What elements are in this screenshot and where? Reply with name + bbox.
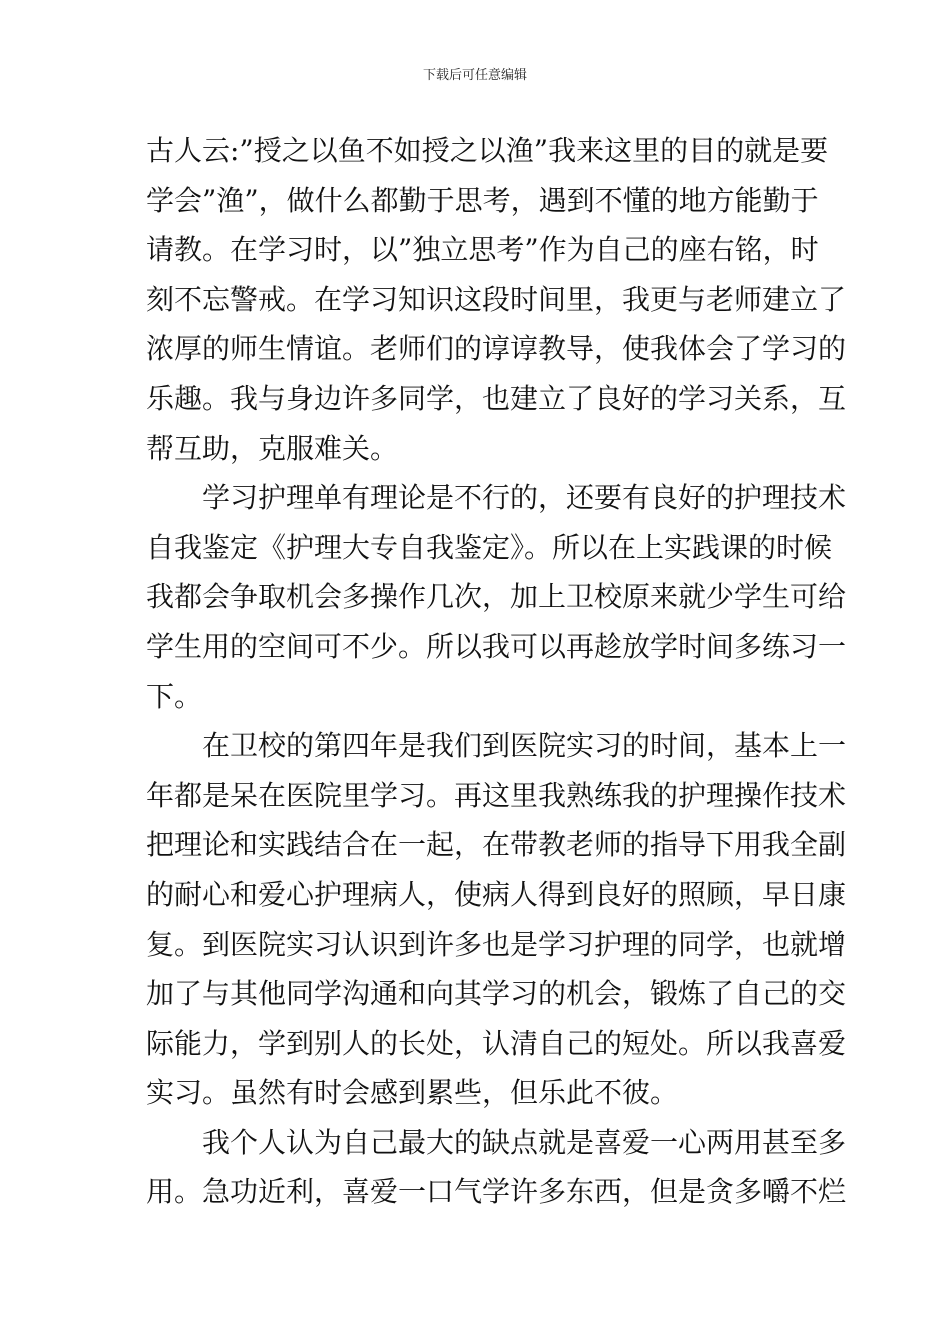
paragraph [146, 1118, 847, 1217]
text-line: 自我鉴定《护理大专自我鉴定》。所以在上实践课的时候 [146, 530, 833, 564]
text-line: 实习。虽然有时会感到累些，但乐此不彼。 [146, 1076, 679, 1110]
text-line: 浓厚的师生情谊。老师们的谆谆教导，使我体会了学习的 [146, 332, 847, 366]
text-line: 请教。在学习时，以”独立思考”作为自己的座右铭，时 [146, 233, 819, 267]
text-line: 用。急功近利，喜爱一口气学许多东西，但是贪多嚼不烂 [146, 1175, 847, 1209]
text-line: 乐趣。我与身边许多同学，也建立了良好的学习关系，互 [146, 381, 847, 415]
text-line: 的耐心和爱心护理病人，使病人得到良好的照顾，早日康 [146, 877, 847, 911]
text-line: 年都是呆在医院里学习。再这里我熟练我的护理操作技术 [146, 778, 847, 812]
text-line: 际能力，学到别人的长处，认清自己的短处。所以我喜爱 [146, 1026, 847, 1060]
page-header: 下载后可任意编辑 [422, 68, 527, 83]
paragraph [146, 473, 847, 721]
text-line: 帮互助，克服难关。 [146, 431, 399, 465]
text-line: 我都会争取机会多操作几次，加上卫校原来就少学生可给 [146, 580, 847, 614]
document-body [146, 126, 847, 1217]
text-line: 古人云:”授之以鱼不如授之以渔”我来这里的目的就是要 [146, 134, 829, 167]
text-line: 学生用的空间可不少。所以我可以再趁放学时间多练习一 [146, 629, 847, 663]
paragraph [146, 721, 847, 1118]
text-line: 我个人认为自己最大的缺点就是喜爱一心两用甚至多 [202, 1125, 847, 1159]
text-line: 复。到医院实习认识到许多也是学习护理的同学，也就增 [146, 927, 847, 961]
text-line: 加了与其他同学沟通和向其学习的机会，锻炼了自己的交 [146, 977, 847, 1011]
text-line: 把理论和实践结合在一起，在带教老师的指导下用我全副 [146, 828, 847, 862]
text-line: 下。 [146, 679, 203, 713]
text-line: 学会”渔”，做什么都勤于思考，遇到不懂的地方能勤于 [146, 183, 819, 217]
text-line: 在卫校的第四年是我们到医院实习的时间，基本上一 [202, 729, 847, 763]
paragraph [146, 126, 847, 473]
text-line: 学习护理单有理论是不行的，还要有良好的护理技术 [202, 481, 847, 515]
text-line: 刻不忘警戒。在学习知识这段时间里，我更与老师建立了 [146, 282, 847, 316]
